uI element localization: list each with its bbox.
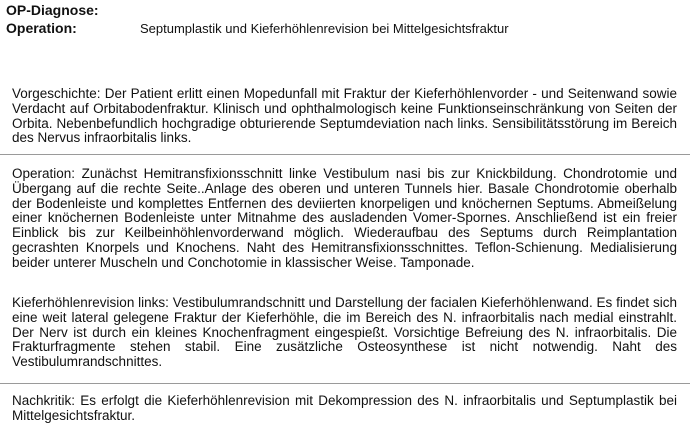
operation-label: Operation:: [6, 20, 77, 36]
operation-title: Septumplastik und Kieferhöhlenrevision bei Mittelgesichtsfraktur: [140, 21, 509, 36]
kieferhoehlenrevision-paragraph: Kieferhöhlenrevision links: Vestibulumrandschnitt und Darstellung der facialen Kieferhöhlenwand. Es findet sich eine weit lateral gelegene Fraktur der Kieferhöhle, die im Bereich des N. infraorbitalis nach medial einstrahlt. Der Nerv ist durch ein kleines Knochenfragment eingespießt. Vorsichtige Befreiung des N. infraorbitalis. Die Frakturfragmente stehen stabil. Eine zusätzliche Osteosynthese ist nicht notwendig. Naht des Vestibulumrandschnittes.: [12, 295, 677, 370]
section-divider: [0, 383, 690, 384]
vorgeschichte-paragraph: Vorgeschichte: Der Patient erlitt einen Mopedunfall mit Fraktur der Kieferhöhlenvorder - und Seitenwand sowie Verdacht auf Orbitabodenfraktur. Klinisch und ophthalmologisch keine Funktionseinschränkung von Seiten der Orbita. Nebenbefundlich hochgradige obturierende Septumdeviation nach links. Sensibilitätsstörung im Bereich des Nervus infraorbitalis links.: [12, 86, 677, 146]
nachkritik-paragraph: Nachkritik: Es erfolgt die Kieferhöhlenrevision mit Dekompression des N. infraorbitalis und Septumplastik bei Mittelgesichtsfraktur.: [12, 393, 677, 423]
section-divider: [0, 154, 690, 155]
operation-paragraph: Operation: Zunächst Hemitransfixionsschnitt linke Vestibulum nasi bis zur Knickbildung. Chondrotomie und Übergang auf die rechte Seite..Anlage des oberen und unteren Tunnels hier. Basale Chondrotomie oberhalb der Bodenleiste und komplettes Entfernen des deviierten knorpeligen und knöchernen Septums. Abmeißelung einer knöchernen Bodenleiste unter Mitnahme des ausladenden Vomer-Spornes. Anschließend ist ein freier Einblick bis zur Keilbeinhöhlenvorderwand möglich. Wiederaufbau des Septums durch Reimplantation gecrashten Knorpels und Knochens. Naht des Hemitransfixionsschnittes. Teflon-Schienung. Medialisierung beider unterer Muscheln und Conchotomie in klassischer Weise. Tamponade.: [12, 166, 677, 270]
op-diagnose-label: OP-Diagnose:: [6, 2, 99, 18]
